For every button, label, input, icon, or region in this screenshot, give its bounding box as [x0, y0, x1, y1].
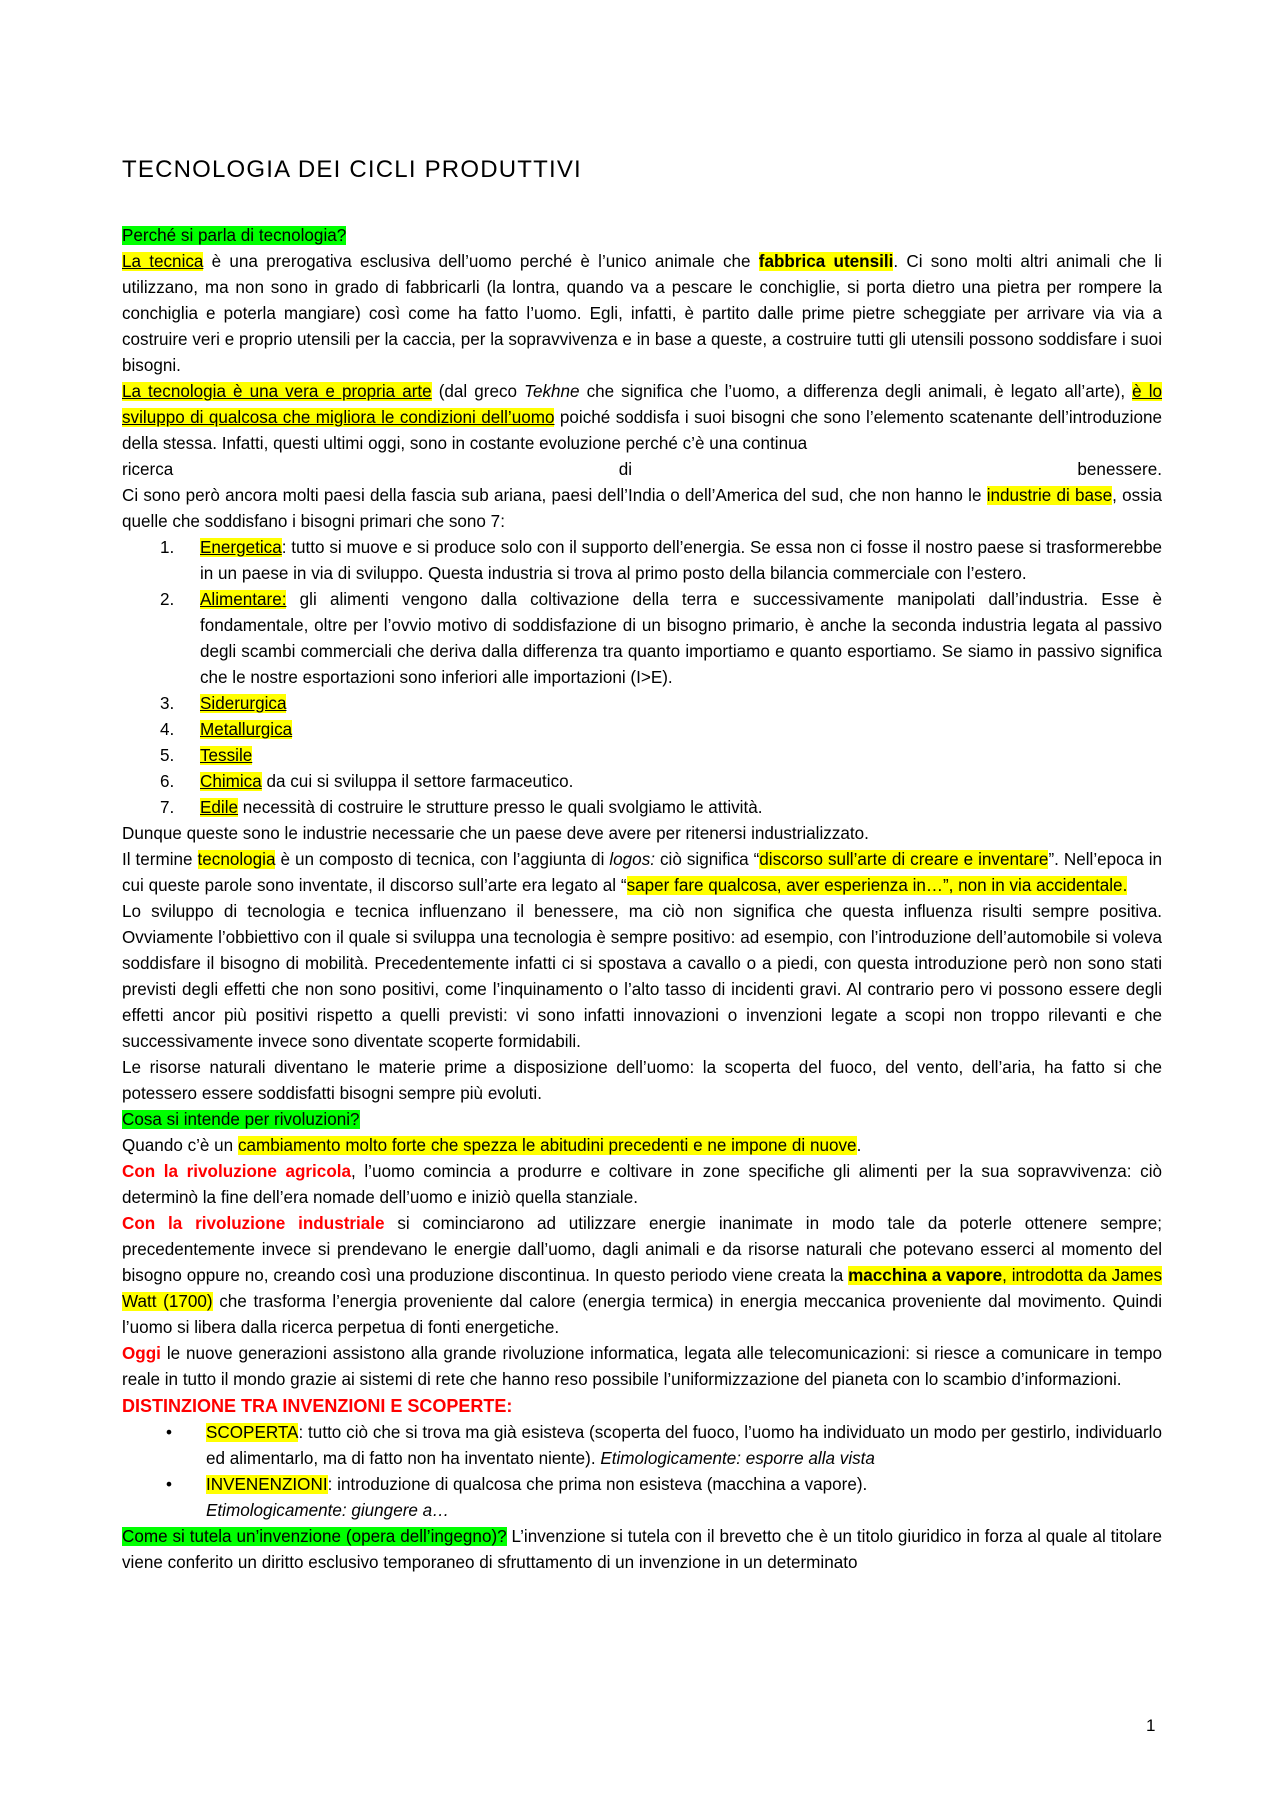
etymology: Etimologicamente: esporre alla vista	[600, 1449, 875, 1468]
highlight-tecnica: La tecnica	[122, 252, 204, 271]
section-heading-distinzione	[122, 1393, 1162, 1420]
paragraph-rivoluzione-industriale	[122, 1211, 1162, 1341]
text-run: poiché soddisfa i suoi bisogni che sono l’elemento scatenante dell’introduzione della stessa. Infatti, questi ultimi oggi, sono in costante evoluzione perché c’è una continua	[122, 408, 1162, 453]
list-item	[122, 743, 1162, 769]
highlight-arte: La tecnologia è una vera e propria arte	[122, 382, 432, 401]
paragraph-termine-tecnologia	[122, 847, 1162, 899]
paragraph-risorse: Le risorse naturali diventano le materie prime a disposizione dell’uomo: la scoperta del fuoco, del vento, dell’aria, ha fatto si che potessero essere soddisfatti bisogni sempre più evoluti.	[122, 1058, 1162, 1103]
industry-name: Metallurgica	[200, 720, 293, 739]
document-title: TECNOLOGIA DEI CICLI PRODUTTIVI	[122, 156, 582, 183]
industry-desc: gli alimenti vengono dalla coltivazione della terra e successivamente manipolati dall’industria. Esse è fondamentale, oltre per l’ovvio motivo di soddisfazione di un bisogno primario, è anche la seconda industria legata al passivo degli scambi commerciali che deriva dalla differenza tra quanto importiamo e quanto esportiamo. Se siamo in passivo significa che le nostre esportazioni sono inferiori alle importazioni (I>E).	[200, 590, 1162, 687]
italic-tekhne: Tekhne	[524, 382, 580, 401]
list-number: 4.	[160, 720, 175, 739]
list-number: 7.	[160, 798, 175, 817]
highlight-discorso: discorso sull’arte di creare e inventare	[759, 850, 1049, 869]
industry-name: Chimica	[200, 772, 262, 791]
word: ricerca	[122, 460, 174, 479]
text-run: è un composto di tecnica, con l’aggiunta di	[275, 850, 610, 869]
text-run: si cominciarono ad utilizzare energie inanimate in modo tale da poterle ottenere sempre; precedentemente invece si prendevano le energie dall’uomo, dagli animali e da risorse naturali che potevano esserci al momento del bisogno oppure no, creando così una produzione discontinua. In questo periodo viene creata la	[122, 1214, 1162, 1285]
list-item	[122, 795, 1162, 821]
list-number: 6.	[160, 772, 175, 791]
list-item	[122, 587, 1162, 691]
green-highlight: Cosa si intende per rivoluzioni?	[122, 1110, 360, 1129]
highlight-tecnologia: tecnologia	[197, 850, 276, 869]
list-item	[122, 717, 1162, 743]
page-number: 1	[1146, 1716, 1156, 1735]
paragraph-oggi	[122, 1341, 1162, 1393]
list-number: 3.	[160, 694, 175, 713]
red-heading-oggi: Oggi	[122, 1344, 161, 1363]
definition-term: SCOPERTA	[206, 1423, 299, 1442]
text-run: Ci sono però ancora molti paesi della fascia sub ariana, paesi dell’India o dell’America del sud, che non hanno le	[122, 486, 987, 505]
definition-text: : tutto ciò che si trova ma già esisteva (scoperta del fuoco, l’uomo ha individuato un modo per gestirlo, individuarlo ed alimentarlo, ma di fatto non ha inventato niente).	[206, 1423, 1162, 1468]
text-run: Il termine	[122, 850, 198, 869]
text-run: che trasforma l’energia proveniente dal calore (energia termica) in energia meccanica proveniente dal movimento. Quindi l’uomo si libera dalla ricerca perpetua di fonti energetiche.	[122, 1292, 1162, 1337]
red-heading-agricola: Con la rivoluzione agricola	[122, 1162, 352, 1181]
bullet: •	[166, 1475, 172, 1494]
highlight-industrie-di-base: industrie di base	[986, 486, 1113, 505]
paragraph-brevetto	[122, 1524, 1162, 1576]
industries-list	[122, 535, 1162, 821]
green-highlight: Come si tutela un’invenzione (opera dell’ingegno)?	[122, 1527, 507, 1546]
highlight-cambiamento: cambiamento molto forte che spezza le abitudini precedenti e ne impone di nuove	[237, 1136, 857, 1155]
definitions-list	[122, 1420, 1162, 1524]
list-item	[122, 769, 1162, 795]
highlight-fabbrica-utensili: fabbrica utensili	[758, 252, 894, 271]
word: di	[618, 460, 633, 479]
question-why-technology	[122, 223, 1162, 249]
highlight-saper-fare: saper fare qualcosa, aver esperienza in…”, non in via accidentale.	[626, 876, 1128, 895]
paragraph-sviluppo: Lo sviluppo di tecnologia e tecnica influenzano il benessere, ma ciò non significa che questa influenza risulti sempre positiva. Ovviamente l’obbiettivo con il quale si sviluppa una tecnologia è sempre positivo: ad esempio, con l’introduzione dell’automobile si voleva soddisfare il bisogno di mobilità. Precedentemente infatti ci si spostava a cavallo o a piedi, con questa introduzione però non sono stati previsti degli effetti che non sono positivi, come l’inquinamento o l’alto tasso di incidenti gravi. Al contrario pero vi possono essere degli effetti ancor più positivi rispetto a quelli previsti: vi sono infatti innovazioni o invenzioni legate a scopi non troppo rilevanti e che successivamente invece sono diventate scoperte formidabili.	[122, 902, 1162, 1051]
industry-name: Edile	[200, 798, 239, 817]
list-number: 5.	[160, 746, 175, 765]
text-run: .	[856, 1136, 862, 1155]
red-heading-industriale: Con la rivoluzione industriale	[122, 1214, 385, 1233]
text-run: è una prerogativa esclusiva dell’uomo perché è l’unico animale che	[203, 252, 759, 271]
text-run: le nuove generazioni assistono alla grande rivoluzione informatica, legata alle telecomunicazioni: si riesce a comunicare in tempo reale in tutto il mondo grazie ai sistemi di rete che hanno reso possibile l’uniformizzazione del pianeta con lo scambio d’informazioni.	[122, 1344, 1162, 1389]
red-section-title: DISTINZIONE TRA INVENZIONI E SCOPERTE:	[122, 1396, 513, 1416]
list-item	[122, 535, 1162, 587]
etymology: Etimologicamente: giungere a…	[206, 1501, 450, 1520]
list-number: 2.	[160, 590, 175, 609]
industry-desc: : tutto si muove e si produce solo con il supporto dell’energia. Se essa non ci fosse il nostro paese si trasformerebbe in un paese in via di sviluppo. Questa industria si trova al primo posto della bilancia commerciale con l’estero.	[200, 538, 1162, 583]
paragraph-tecnologia-arte	[122, 379, 1162, 457]
definition-term: INVENENZIONI	[206, 1475, 328, 1494]
list-item	[122, 1472, 1162, 1524]
list-number: 1.	[160, 538, 175, 557]
paragraph-rivoluzione-agricola	[122, 1159, 1162, 1211]
green-highlight: Perché si parla di tecnologia?	[122, 226, 347, 245]
text-run: L’invenzione si tutela con il brevetto che è un titolo giuridico in forza al quale al titolare viene conferito un diritto esclusivo temporaneo di sfruttamento di un invenzione in un determinato	[122, 1527, 1162, 1572]
industry-name: Alimentare:	[200, 590, 287, 609]
text-run: Quando c’è un	[122, 1136, 238, 1155]
text-run: che significa che l’uomo, a differenza degli animali, è legato all’arte),	[579, 382, 1133, 401]
list-item	[122, 1420, 1162, 1472]
paragraph-dunque: Dunque queste sono le industrie necessarie che un paese deve avere per ritenersi industrializzato.	[122, 824, 869, 843]
list-item	[122, 691, 1162, 717]
industry-name: Energetica	[200, 538, 282, 557]
paragraph-industrie-base	[122, 483, 1162, 535]
highlight-sviluppo: è lo sviluppo di qualcosa che migliora le condizioni dell’uomo	[122, 382, 1163, 427]
justified-line	[122, 457, 1162, 483]
text-run: . Ci sono molti altri animali che li utilizzano, ma non sono in grado di fabbricarli (la lontra, quando va a pescare le conchiglie, si porta dietro una pietra per rompere la conchiglia e poterla mangiare) così come ha fatto l’uomo. Egli, infatti, è partito dalle prime pietre scheggiate per arrivare via via a costruire veri e proprio utensili per la caccia, per la sopravvivenza e in base a queste, a costruire tutti gli utensili possono soddisfare i suoi bisogni.	[122, 252, 1162, 375]
industry-name: Tessile	[200, 746, 253, 765]
text-run: , l’uomo comincia a produrre e coltivare in zone specifiche gli alimenti per la sua sopravvivenza: ciò determinò la fine dell’era nomade dell’uomo e iniziò quella stanziale.	[122, 1162, 1162, 1207]
word: benessere.	[1077, 460, 1162, 479]
highlight-james-watt: , introdotta da James Watt (1700)	[122, 1266, 1162, 1311]
industry-desc: da cui si sviluppa il settore farmaceutico.	[261, 772, 574, 791]
text-run: (dal greco	[431, 382, 525, 401]
definition-text: : introduzione di qualcosa che prima non esisteva (macchina a vapore).	[327, 1475, 868, 1494]
bullet: •	[166, 1423, 172, 1442]
text-run: ”. Nell’epoca in cui queste parole sono inventate, il discorso sull’arte era legato al “	[122, 850, 1162, 895]
industry-name: Siderurgica	[200, 694, 287, 713]
italic-logos: logos:	[609, 850, 655, 869]
question-rivoluzioni	[122, 1107, 1162, 1133]
paragraph-tecnica	[122, 249, 1162, 379]
text-run: , ossia quelle che soddisfano i bisogni primari che sono 7:	[122, 486, 1163, 531]
document-body	[122, 223, 1162, 1576]
paragraph-cambiamento	[122, 1133, 1162, 1159]
text-run: ciò significa “	[655, 850, 760, 869]
industry-desc: necessità di costruire le strutture presso le quali svolgiamo le attività.	[238, 798, 763, 817]
highlight-macchina-vapore: macchina a vapore	[848, 1266, 1003, 1285]
